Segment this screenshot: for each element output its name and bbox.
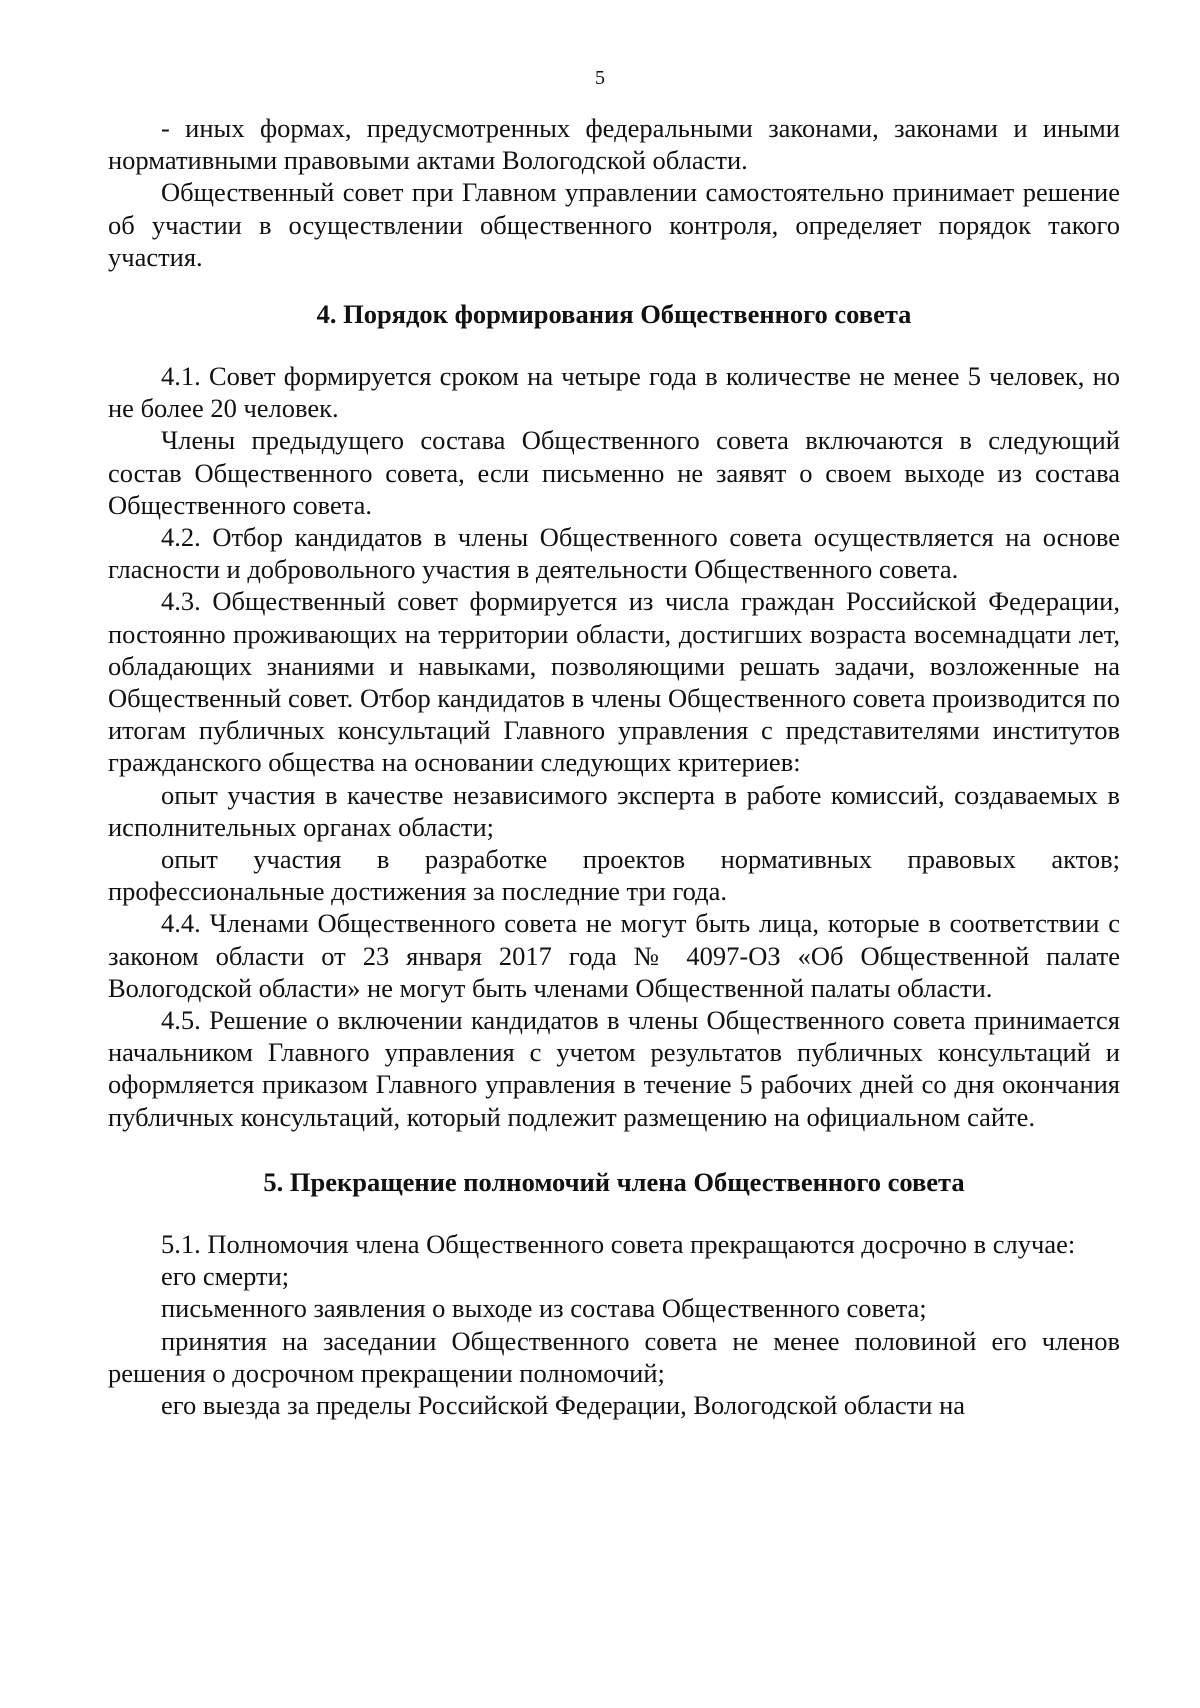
paragraph: 4.4. Членами Общественного совета не могут быть лица, которые в соответствии с законом области от 23 января 2017 года № 4097-ОЗ «Об Общественной палате Вологодской области» не могут быть членами Общественной палаты области. [108, 908, 1120, 1003]
paragraph: опыт участия в разработке проектов нормативных правовых актов; профессиональные достижения за последние три года. [108, 844, 1120, 907]
page-number: 5 [595, 67, 605, 89]
paragraph: 4.1. Совет формируется сроком на четыре года в количестве не менее 5 человек, но не более 20 человек. [108, 361, 1120, 424]
section-4-heading: 4. Порядок формирования Общественного совета [316, 299, 912, 330]
paragraph: 4.5. Решение о включении кандидатов в члены Общественного совета принимается начальником Главного управления с учетом результатов публичных консультаций и оформляется приказом Главного управления в течение 5 рабочих дней со дня окончания публичных консультаций, который подлежит размещению на официальном сайте. [108, 1005, 1120, 1132]
paragraph: 5.1. Полномочия члена Общественного совета прекращаются досрочно в случае: [161, 1228, 1076, 1259]
section-5-heading: 5. Прекращение полномочий члена Общественного совета [263, 1166, 965, 1197]
paragraph: его выезда за пределы Российской Федерации, Вологодской области на [161, 1389, 966, 1420]
paragraph: 4.2. Отбор кандидатов в члены Общественного совета осуществляется на основе гласности и добровольного участия в деятельности Общественного совета. [108, 522, 1120, 585]
paragraph: 4.3. Общественный совет формируется из числа граждан Российской Федерации, постоянно проживающих на территории области, достигших возраста восемнадцати лет, обладающих знаниями и навыками, позволяющими решать задачи, возложенные на Общественный совет. Отбор кандидатов в члены Общественного совета производится по итогам публичных консультаций Главного управления с представителями институтов гражданского общества на основании следующих критериев: [108, 586, 1120, 778]
paragraph: - иных формах, предусмотренных федеральными законами, законами и иными нормативными правовыми актами Вологодской области. [108, 113, 1120, 176]
document-body [108, 112, 1120, 1421]
paragraph: опыт участия в качестве независимого эксперта в работе комиссий, создаваемых в исполнительных органах области; [108, 779, 1120, 842]
paragraph: принятия на заседании Общественного совета не менее половиной его членов решения о досрочном прекращении полномочий; [108, 1325, 1120, 1388]
paragraph: его смерти; [161, 1261, 290, 1292]
paragraph: письменного заявления о выходе из состава Общественного совета; [161, 1293, 927, 1324]
paragraph: Общественный совет при Главном управлении самостоятельно принимает решение об участии в осуществлении общественного контроля, определяет порядок такого участия. [108, 177, 1120, 272]
paragraph: Члены предыдущего состава Общественного совета включаются в следующий состав Общественного совета, если письменно не заявят о своем выходе из состава Общественного совета. [108, 425, 1120, 520]
